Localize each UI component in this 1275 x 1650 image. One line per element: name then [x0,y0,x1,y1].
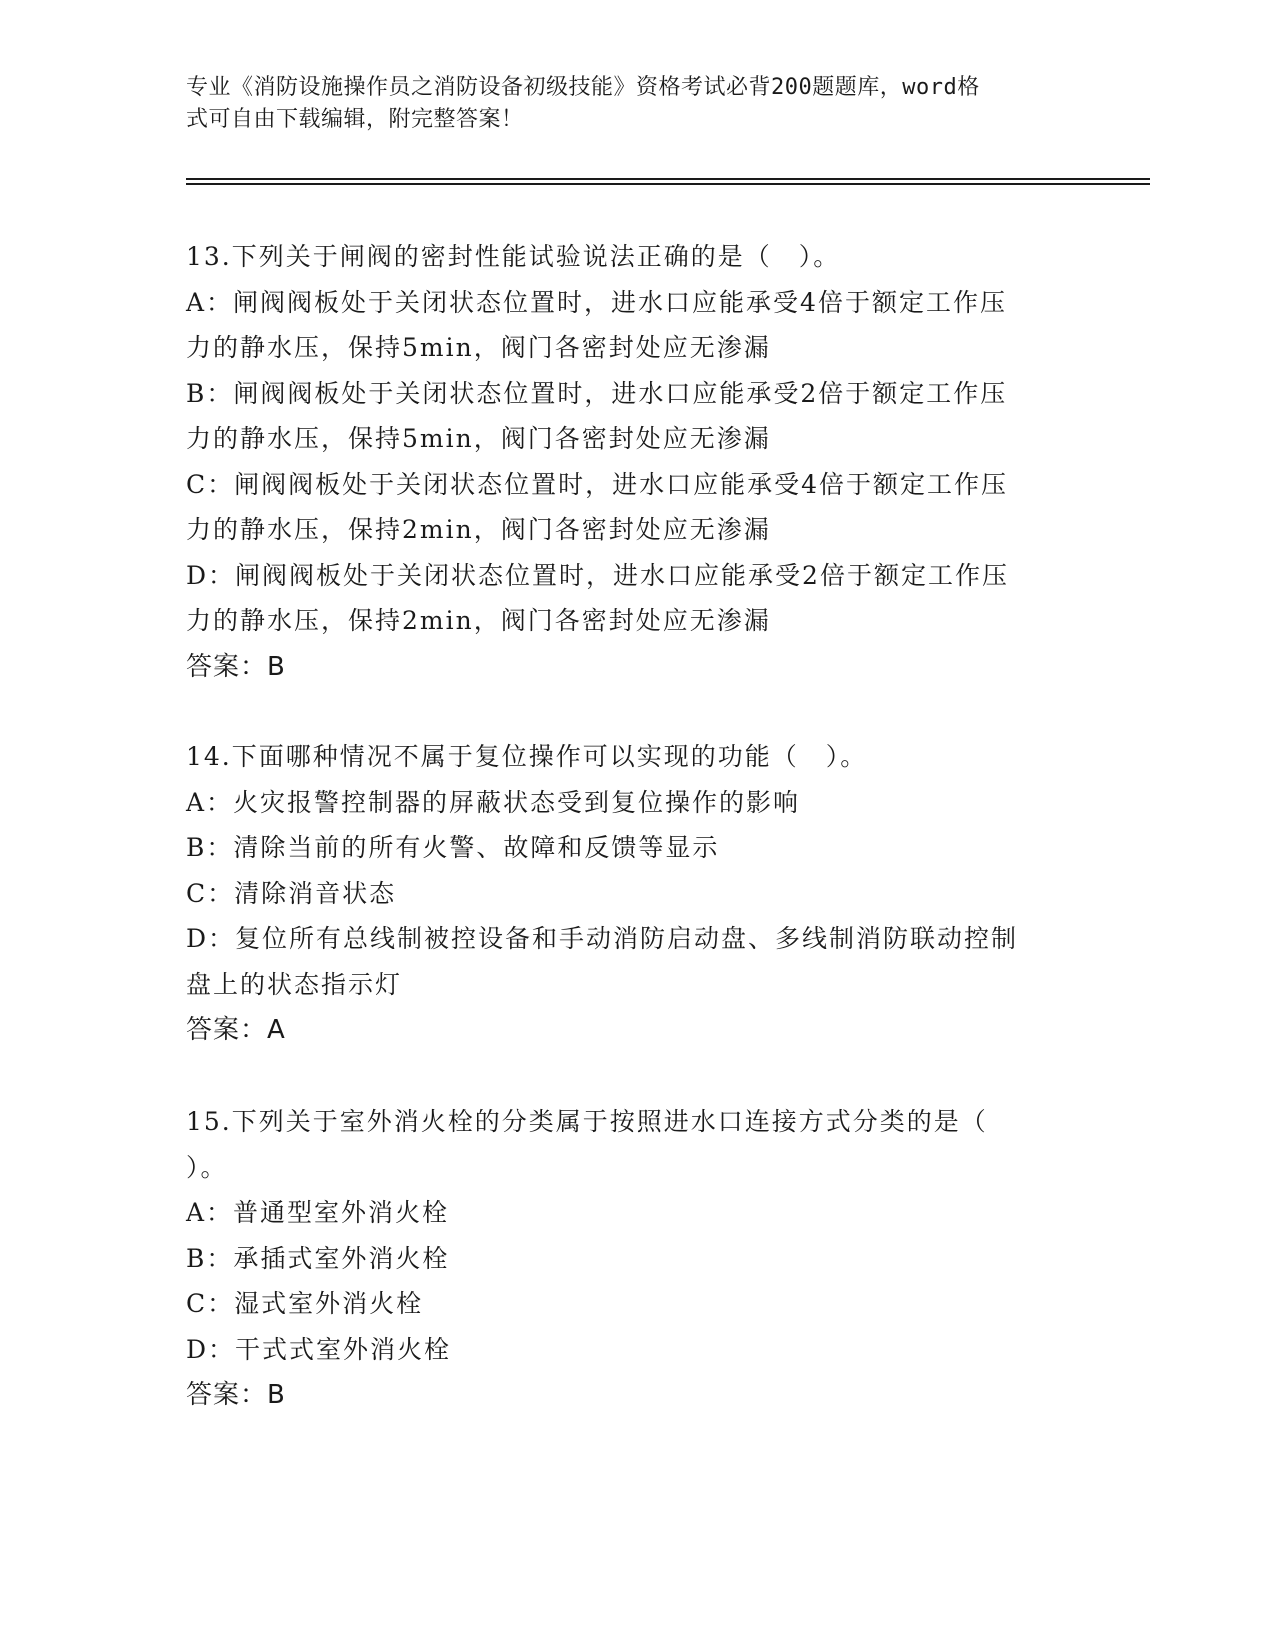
option-d-line-2: 盘上的状态指示灯 [186,969,403,999]
option-b-line-1: B：闸阀阀板处于关闭状态位置时，进水口应能承受2倍于额定工作压 [186,378,1008,408]
option-c-line-2: 力的静水压，保持2min，阀门各密封处应无渗漏 [186,515,771,544]
answer-line: 答案：A [186,1015,286,1045]
question-stem-line-2: ）。 [186,1152,228,1182]
question-stem-line-1: 15.下列关于室外消火栓的分类属于按照进水口连接方式分类的是（ [186,1107,988,1136]
question-14 [186,734,1076,1053]
question-13 [186,234,1076,690]
answer-line: 答案：B [186,651,286,682]
option-b-line-1: B：清除当前的所有火警、故障和反馈等显示 [186,833,720,862]
option-c-line-1: C：清除消音状态 [186,878,397,908]
question-stem: 14.下面哪种情况不属于复位操作可以实现的功能（ ）。 [186,742,868,771]
header-line-1: 专业《消防设施操作员之消防设备初级技能》资格考试必背200题题库，word格 [186,75,980,100]
option-c-line-1: C：湿式室外消火栓 [186,1289,424,1318]
answer-line: 答案：B [186,1380,286,1410]
question-stem: 13.下列关于闸阀的密封性能试验说法正确的是（ ）。 [186,242,841,271]
option-d-line-1: D：复位所有总线制被控设备和手动消防启动盘、多线制消防联动控制 [186,924,1019,953]
question-15 [186,1099,1076,1418]
option-d-line-1: D：干式式室外消火栓 [186,1334,452,1364]
header-line-2: 式可自由下载编辑，附完整答案！ [186,107,524,132]
document-header [186,72,1066,136]
option-a-line-1: A：火灾报警控制器的屏蔽状态受到复位操作的影响 [186,787,801,817]
option-d-line-2: 力的静水压，保持2min，阀门各密封处应无渗漏 [186,606,771,635]
option-b-line-2: 力的静水压，保持5min，阀门各密封处应无渗漏 [186,424,771,453]
header-divider-top [186,178,1150,180]
option-d-line-1: D：闸阀阀板处于关闭状态位置时，进水口应能承受2倍于额定工作压 [186,560,1009,590]
option-a-line-1: A：闸阀阀板处于关闭状态位置时，进水口应能承受4倍于额定工作压 [186,287,1007,317]
header-divider-bottom [186,183,1150,185]
option-a-line-1: A：普通型室外消火栓 [186,1198,450,1227]
option-b-line-1: B：承插式室外消火栓 [186,1243,450,1273]
option-c-line-1: C：闸阀阀板处于关闭状态位置时，进水口应能承受4倍于额定工作压 [186,469,1009,499]
option-a-line-2: 力的静水压，保持5min，阀门各密封处应无渗漏 [186,333,771,362]
